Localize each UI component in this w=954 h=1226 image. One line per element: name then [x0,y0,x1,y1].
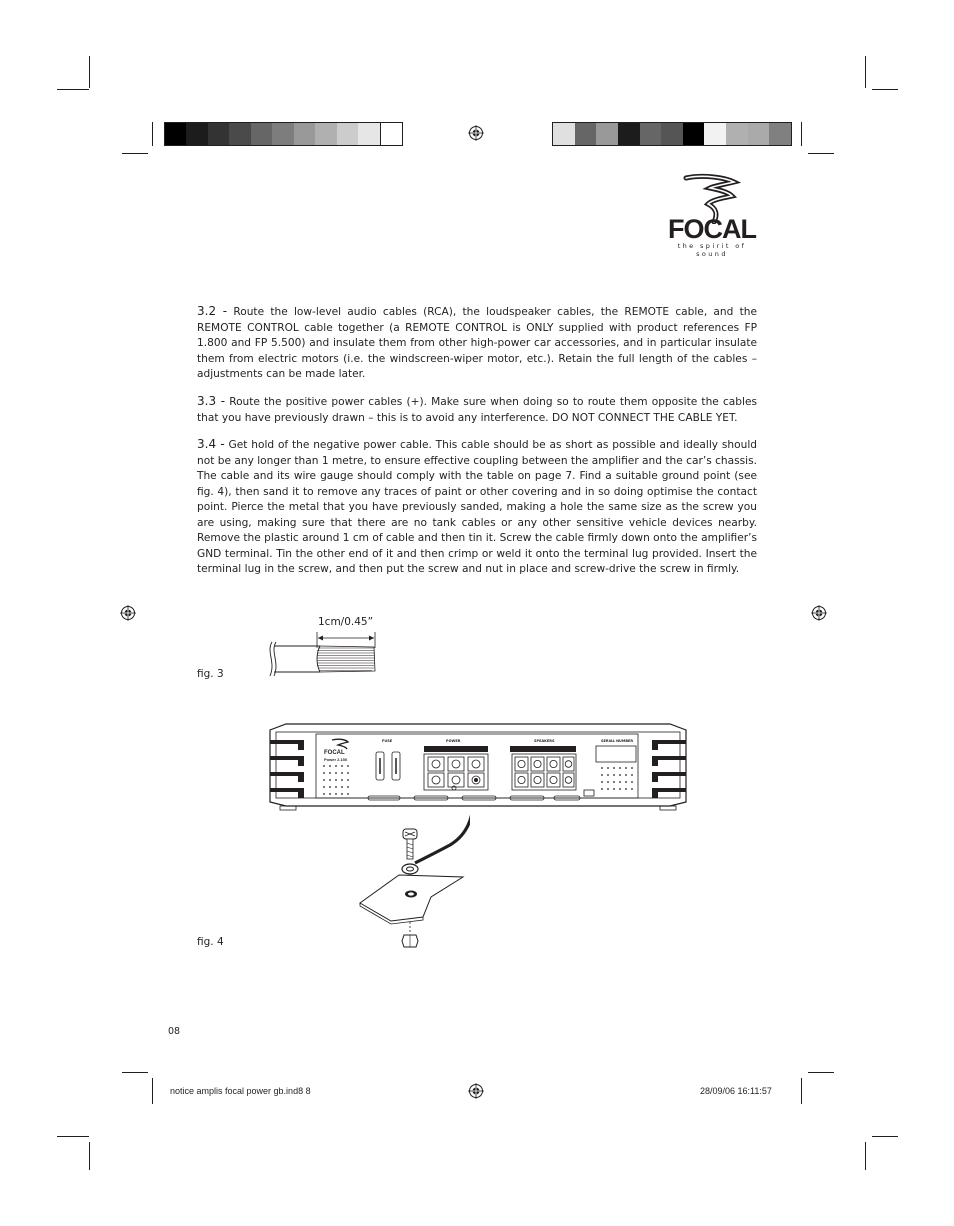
crop-mark [808,153,834,154]
paragraph-text: Get hold of the negative power cable. This cable should be as short as possible and ideally should not be any longer than 1 metre, to ensure effective coupling between the amplifier and the car’s chassis. The cable and its wire gauge should comply with the table on page 7. Find a suitable ground point (see fig. 4), then sand it to remove any traces of paint or other covering and in so doing optimise the contact point. Pierce the metal that you have previously sanded, making a hole the same size as the screw you are using, making sure that there are no tank cables or any other sensitive vehicle devices nearby. Remove the plastic around 1 cm of cable and then tin it. Screw the cable firmly down onto the amplifier’s GND terminal. Tin the other end of it and then crimp or weld it onto the terminal lug provided. Insert the terminal lug in the screw, and then put the screw and nut in place and screw-drive the screw in firmly. [197,439,757,575]
paragraph-number: 3.2 - [197,304,228,318]
color-swatch [618,123,640,145]
color-swatch [661,123,683,145]
color-swatch [315,123,336,145]
color-swatch [186,123,207,145]
crop-mark [152,1078,153,1104]
crop-mark [57,89,89,90]
slug-datetime: 28/09/06 16:11:57 [700,1086,772,1096]
paragraph-3-3 [197,394,757,426]
logo-wordmark: FOCAL [668,214,756,244]
paragraph-3-4 [197,437,757,578]
paragraph-3-2 [197,304,757,383]
crop-mark [801,1078,802,1104]
color-swatch [272,123,293,145]
fig3-dimension: 1cm/0.45” [318,616,374,628]
crop-mark [152,122,153,146]
crop-mark [89,1142,90,1170]
registration-mark-icon [811,605,827,621]
crop-mark [865,56,866,88]
amp-model: Power 2.150 [324,757,348,762]
page-number: 08 [168,1026,181,1037]
crop-mark [872,1136,898,1137]
color-swatch [294,123,315,145]
color-swatch [726,123,748,145]
fig3-label: fig. 3 [197,668,224,680]
paragraph-text: Route the positive power cables (+). Make sure when doing so to route them opposite the cables that you have previously drawn – this is to avoid any interference. DO NOT CONNECT THE CABLE YET. [197,396,757,424]
crop-mark [808,1072,834,1073]
color-swatch [229,123,250,145]
color-swatch [208,123,229,145]
registration-mark-icon [468,125,484,141]
amp-speakers-label: SPEAKERS [534,739,555,743]
focal-logo [664,172,760,258]
cable-strip-diagram [262,628,382,684]
registration-mark-icon [468,1083,484,1099]
crop-mark [865,1142,866,1170]
color-swatch [165,123,186,145]
crop-mark [122,1072,148,1073]
crop-mark [57,1136,89,1137]
color-swatch [251,123,272,145]
color-swatch [683,123,705,145]
amp-fuse-label: FUSE [382,739,393,743]
crop-mark [801,122,802,146]
ground-connection-diagram [355,775,470,950]
paragraph-text: Route the low-level audio cables (RCA), the loudspeaker cables, the REMOTE cable, and the REMOTE CONTROL cable together (a REMOTE CONTROL is ONLY supplied with product references FP 1.800 and FP 5.500) and insulate them from other high-power car accessories, and in particular insulate them from electric motors (i.e. the windscreen-wiper motor, etc.). Retain the full length of the cables – adjustments can be made later. [197,306,757,380]
crop-mark [89,56,90,88]
color-bar-left [164,122,403,146]
screw-icon [403,829,417,859]
color-swatch [337,123,358,145]
color-swatch [640,123,662,145]
amp-brand: FOCAL [324,750,345,756]
paragraph-number: 3.3 - [197,394,226,408]
color-swatch [553,123,575,145]
color-swatch [748,123,770,145]
amplifier-body-icon [268,722,688,812]
logo-tagline: the spirit of sound [677,242,747,258]
slug-filename: notice amplis focal power gb.ind8 8 [170,1086,311,1096]
color-swatch [769,123,791,145]
color-swatch [358,123,379,145]
crop-mark [122,153,148,154]
amplifier-diagram [268,722,688,812]
registration-mark-icon [120,605,136,621]
nut-icon [402,935,418,947]
paragraph-number: 3.4 - [197,437,225,451]
color-swatch [380,123,402,145]
amp-power-label: POWER [446,739,461,743]
fig4-label: fig. 4 [197,936,224,948]
color-swatch [575,123,597,145]
amp-serial-label: SERIAL NUMBER [601,739,634,743]
color-bar-right [552,122,792,146]
color-swatch [704,123,726,145]
crop-mark [872,89,898,90]
color-swatch [596,123,618,145]
